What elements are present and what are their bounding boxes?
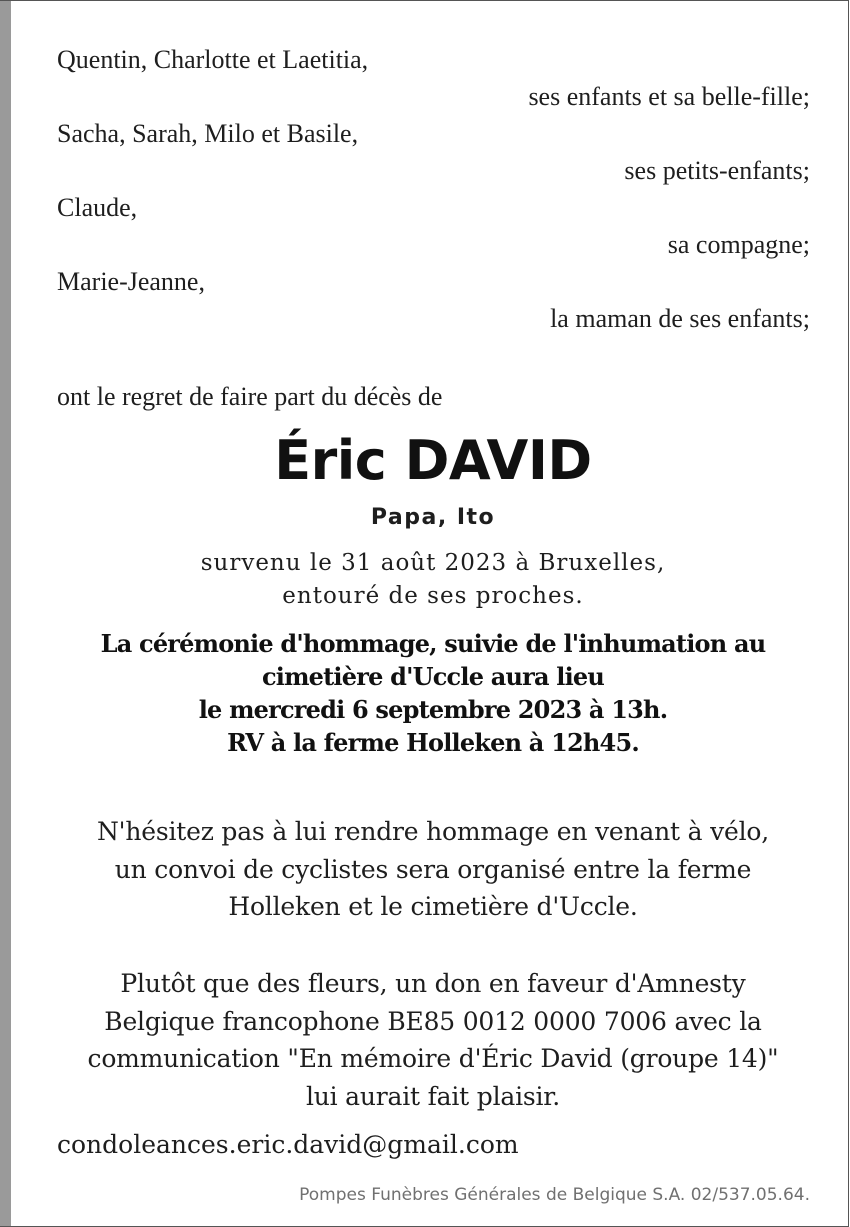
ceremony-line: cimetière d'Uccle aura lieu (261, 662, 605, 691)
family-names-4: Marie-Jeanne, (57, 267, 205, 296)
family-list (57, 41, 810, 337)
bike-note-line: N'hésitez pas à lui rendre hommage en venant à vélo, (97, 817, 769, 846)
ceremony-line: RV à la ferme Holleken à 12h45. (227, 728, 639, 757)
deceased-name: Éric DAVID (274, 429, 592, 492)
funeral-home-footer: Pompes Funèbres Générales de Belgique S.A. 02/537.05.64. (299, 1185, 810, 1205)
donation-note-line: Plutôt que des fleurs, un don en faveur d'Amnesty (120, 969, 746, 998)
family-names-1: Quentin, Charlotte et Laetitia, (57, 45, 369, 74)
bike-convoy-note (30, 813, 836, 926)
death-info (0, 547, 850, 613)
donation-note (30, 965, 836, 1115)
death-info-line: survenu le 31 août 2023 à Bruxelles, (200, 550, 666, 576)
donation-note-line: communication "En mémoire d'Éric David (groupe 14)" (87, 1044, 779, 1073)
family-relation-3: sa compagne; (667, 230, 810, 259)
ceremony-line: La cérémonie d'hommage, suivie de l'inhumation au (100, 629, 766, 658)
family-names-3: Claude, (57, 193, 138, 222)
bike-note-line: Holleken et le cimetière d'Uccle. (228, 892, 638, 921)
announcement-intro: ont le regret de faire part du décès de (57, 382, 443, 411)
ceremony-line: le mercredi 6 septembre 2023 à 13h. (198, 695, 668, 724)
family-relation-2: ses petits-enfants; (624, 156, 810, 185)
family-names-2: Sacha, Sarah, Milo et Basile, (57, 119, 359, 148)
deceased-nickname: Papa, Ito (370, 505, 496, 530)
donation-note-line: Belgique francophone BE85 0012 0000 7006 avec la (104, 1006, 762, 1036)
bike-note-line: un convoi de cyclistes sera organisé entre la ferme (114, 854, 752, 884)
donation-note-line: lui aurait fait plaisir. (305, 1081, 561, 1111)
death-info-line: entouré de ses proches. (282, 583, 584, 609)
ceremony-details (30, 627, 836, 759)
condolences-email: condoleances.eric.david@gmail.com (57, 1130, 519, 1159)
family-relation-4: la maman de ses enfants; (550, 304, 810, 333)
family-relation-1: ses enfants et sa belle-fille; (528, 82, 810, 111)
